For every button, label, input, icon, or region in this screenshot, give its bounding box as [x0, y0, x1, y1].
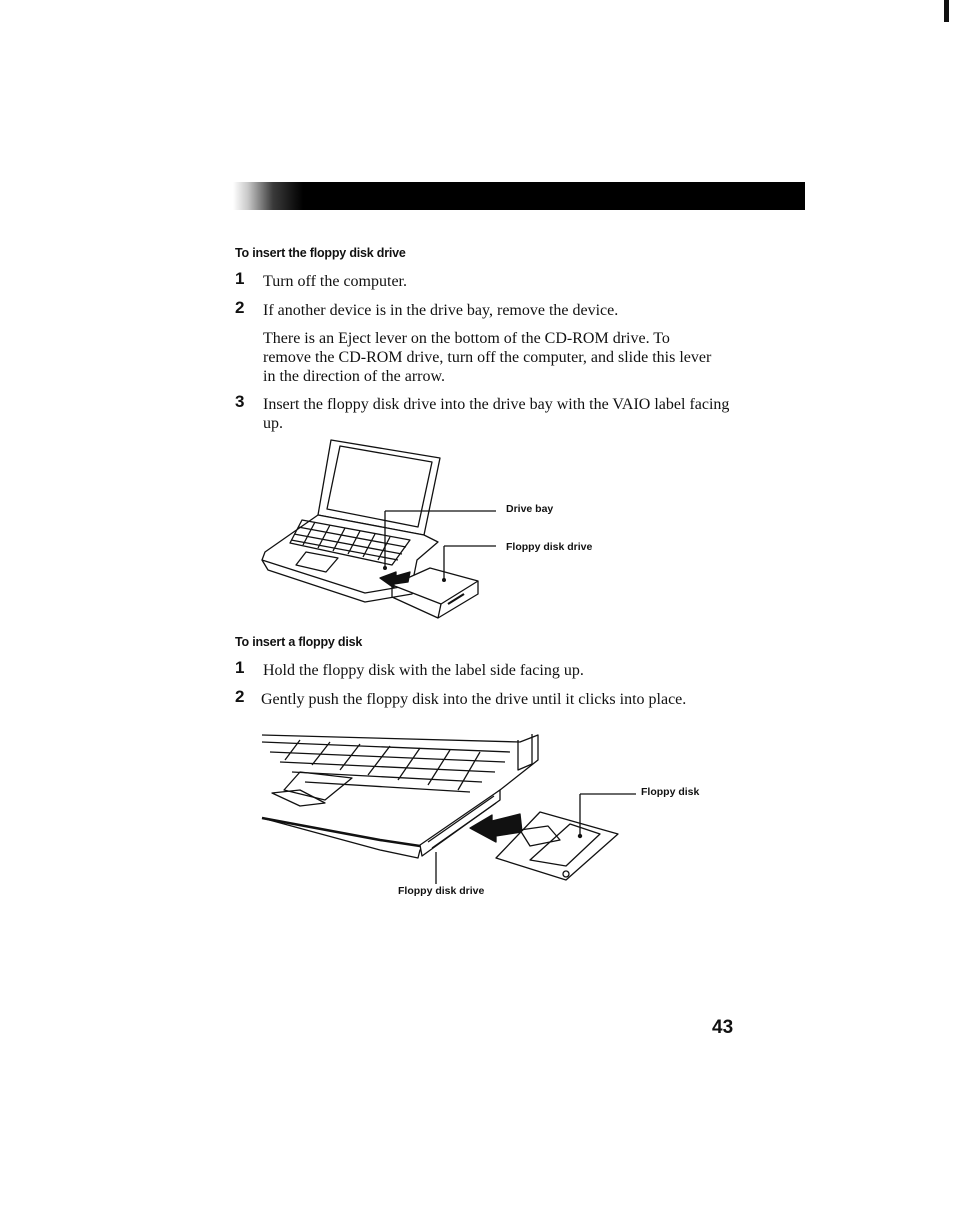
section-header-bar: [233, 182, 805, 210]
step-note: There is an Eject lever on the bottom of the CD-ROM drive. To remove the CD-ROM drive, turn off the computer, and slide this lever in the direction of the arrow.: [263, 330, 712, 385]
callout-floppy-disk-drive: Floppy disk drive: [398, 885, 485, 897]
step-number: 3: [235, 392, 245, 411]
step-number: 1: [235, 269, 245, 288]
callout-drive-bay: Drive bay: [506, 503, 554, 515]
step-number: 2: [235, 298, 245, 317]
section-heading-insert-disk: To insert a floppy disk: [235, 635, 363, 649]
step-text: Hold the floppy disk with the label side facing up.: [263, 662, 584, 679]
callout-floppy-disk: Floppy disk: [641, 786, 700, 798]
step-text: If another device is in the drive bay, remove the device.: [263, 302, 619, 319]
page-number: 43: [712, 1017, 734, 1038]
step-text: Insert the floppy disk drive into the drive bay with the VAIO label facing up.: [263, 396, 730, 432]
callout-floppy-disk-drive: Floppy disk drive: [506, 541, 593, 553]
step-text: Turn off the computer.: [263, 273, 407, 290]
step-number: 2: [235, 687, 245, 706]
page-edge-mark: [944, 0, 949, 22]
step-number: 1: [235, 658, 245, 677]
section-heading-insert-drive: To insert the floppy disk drive: [235, 246, 406, 260]
step-text: Gently push the floppy disk into the drive until it clicks into place.: [261, 691, 687, 708]
